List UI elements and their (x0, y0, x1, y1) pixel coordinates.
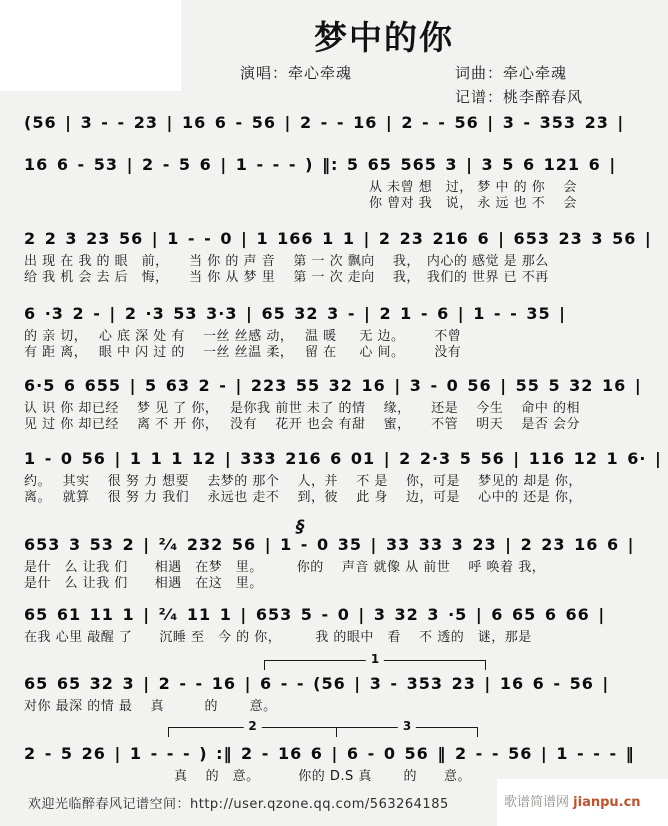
volta-number: 3 (398, 719, 416, 733)
lyric-line-verse2: 你 曾对 我 说， 永 远 也 不 会 (369, 196, 577, 211)
lyric-line-verse1: 出 现 在 我 的 眼 前， 当 你 的 声 音 第 一 次 飘向 我， 内心的 感觉 是 那么 (24, 254, 549, 269)
system-5 (24, 375, 662, 433)
lyrics-block (24, 560, 662, 592)
lyrics-block (24, 474, 662, 506)
footer-note: 欢迎光临醉春风记谱空间：http://user.qzone.qq.com/563264185 (28, 797, 449, 812)
lyrics-block (24, 254, 662, 286)
lyrics-block (24, 769, 662, 785)
system-7 (24, 517, 662, 592)
song-title: 梦中的你 (314, 18, 454, 57)
site-brand: jianpu.cn (573, 795, 641, 810)
composer-credit: 词曲：牵心牵魂 (455, 64, 568, 82)
volta-number: 1 (366, 652, 384, 666)
system-4 (24, 303, 662, 361)
notation-line: 6·5 6 655 | 5 63 2 - | 223 55 32 16 | 3 - 0 56 | 55 5 32 16 | (24, 376, 642, 395)
notator-credit: 记谱：桃李醉春风 (455, 88, 584, 106)
system-3 (24, 228, 662, 286)
notation-line: 653 3 53 2 | ²⁄₄ 232 56 | 1 - 0 35 | 33 33 3 23 | 2 23 16 6 | (24, 535, 635, 554)
lyrics-block (24, 401, 662, 433)
lyric-line-verse2: 是什 么 让我 们 相遇 在这 里。 (24, 576, 263, 591)
lyric-line: 真 的 意。 你的 D.S 真 的 意。 (174, 769, 472, 784)
system-2 (24, 154, 662, 212)
lyric-line-verse2: 见 过 你 却已经 离 不 开 你， 没有 花开 也会 有甜 蜜， 不管 明天 是否 会分 (24, 417, 580, 432)
lyric-line-verse2: 有 距 离， 眼 中 闪 过 的 一丝 丝温 柔， 留 在 心 间。 没有 (24, 345, 462, 360)
site-name: 歌谱简谱网 (504, 795, 570, 810)
lyric-line-verse1: 认 识 你 却已经 梦 见 了 你， 是你我 前世 未了 的情 缘， 还是 今生 命中 的相 (24, 401, 580, 416)
lyrics-block (24, 630, 662, 646)
volta-bracket-3 (336, 719, 478, 737)
lyric-line-verse1: 约。 其实 很 努 力 想要 去梦的 那个 人，并 不 是 你，可是 梦见的 却是 你， (24, 474, 582, 489)
lyric-line-verse2: 给 我 机 会 去 后 悔， 当 你 从 梦 里 第 一 次 走向 我， 我们的 世界 已 不再 (24, 270, 549, 285)
notation-line: 6 ·3 2 - | 2 ·3 53 3·3 | 65 32 3 - | 2 1 - 6 | 1 - - 35 | (24, 304, 566, 323)
site-watermark (504, 791, 641, 810)
notation-line: 2 - 5 26 | 1 - - - ) :‖ 2 - 16 6 | 6 - 0 56 ‖ 2 - - 56 | 1 - - - ‖ (24, 744, 635, 763)
volta-bracket-1 (264, 652, 486, 670)
system-10 (24, 719, 662, 785)
lyric-line-verse1: 是什 么 让我 们 相遇 在梦 里。 你的 声音 就像 从 前世 呼 唤着 我， (24, 560, 546, 575)
system-8 (24, 604, 662, 646)
performer-credit: 演唱：牵心牵魂 (240, 64, 353, 82)
notation-line: 16 6 - 53 | 2 - 5 6 | 1 - - - ) ‖: 5 65 565 3 | 3 5 6 121 6 | (24, 155, 617, 174)
lyric-line-verse2: 离。 就算 很 努 力 我们 永远也 走不 到，彼 此 身 边，可是 心中的 还是 你， (24, 490, 582, 505)
system-9 (24, 652, 662, 715)
system-6 (24, 448, 662, 506)
lyric-line-verse1: 从 未曾 想 过， 梦 中 的 你 会 (369, 180, 577, 195)
notation-line: 65 61 11 1 | ²⁄₄ 11 1 | 653 5 - 0 | 3 32 3 ·5 | 6 65 6 66 | (24, 605, 606, 624)
lyrics-block (24, 180, 662, 212)
notation-line: 1 - 0 56 | 1 1 1 12 | 333 216 6 01 | 2 2·3 5 56 | 116 12 1 6· | (24, 449, 662, 468)
notation-line: 2 2 3 23 56 | 1 - - 0 | 1 166 1 1 | 2 23 216 6 | 653 23 3 56 | (24, 229, 652, 248)
lyrics-block (24, 329, 662, 361)
volta-bracket-2 (168, 719, 337, 737)
volta-number: 2 (243, 719, 261, 733)
segno-icon: § (296, 517, 305, 537)
lyric-line: 对你 最深 的情 最 真 的 意。 (24, 699, 277, 714)
lyric-line: 在我 心里 敲醒 了 沉睡 至 今 的 你， 我 的眼中 看 不 透的 谜，那是 (24, 630, 532, 645)
notation-line: (56 | 3 - - 23 | 16 6 - 56 | 2 - - 16 | 2 - - 56 | 3 - 353 23 | (24, 113, 625, 132)
lyric-line-verse1: 的 亲 切， 心 底 深 处 有 一丝 丝感 动， 温 暖 无 边。 不曾 (24, 329, 462, 344)
notation-line: 65 65 32 3 | 2 - - 16 | 6 - - (56 | 3 - 353 23 | 16 6 - 56 | (24, 674, 610, 693)
lyrics-block (24, 699, 662, 715)
system-1 (24, 112, 662, 134)
